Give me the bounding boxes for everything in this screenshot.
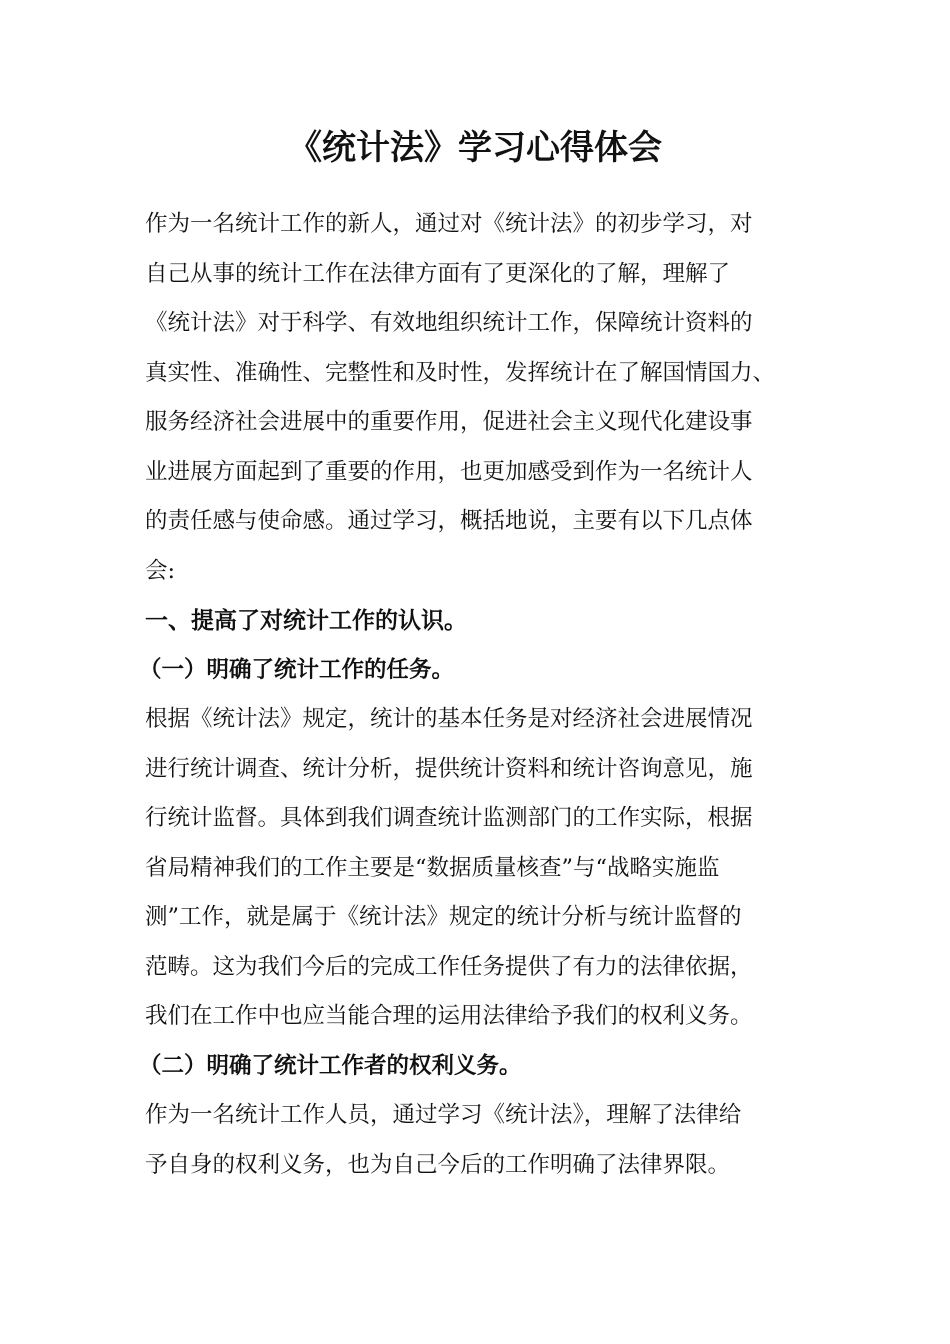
paragraph-line: 业进展方面起到了重要的作用，也更加感受到作为一名统计人 bbox=[145, 458, 753, 485]
paragraph-line: 《统计法》对于科学、有效地组织统计工作，保障统计资料的 bbox=[145, 310, 753, 336]
paragraph-line: 根据《统计法》规定，统计的基本任务是对经济社会进展情况 bbox=[145, 706, 753, 732]
paragraph-line: 我们在工作中也应当能合理的运用法律给予我们的权利义务。 bbox=[145, 1003, 753, 1029]
document-body bbox=[139, 200, 810, 1190]
paragraph-line: 作为一名统计工作人员，通过学习《统计法》，理解了法律给 bbox=[145, 1102, 742, 1128]
paragraph-line: 自己从事的统计工作在法律方面有了更深化的了解，理解了 bbox=[145, 260, 731, 287]
subsection-heading: （二）明确了统计工作者的权利义务。 bbox=[139, 1052, 522, 1079]
paragraph-line: 测”工作，就是属于《统计法》规定的统计分析与统计监督的 bbox=[145, 904, 742, 930]
document-title: 《统计法》学习心得体会 bbox=[288, 128, 662, 168]
section-heading: 一、提高了对统计工作的认识。 bbox=[145, 607, 467, 634]
paragraph-line: 会: bbox=[145, 557, 176, 584]
paragraph-line: 作为一名统计工作的新人，通过对《统计法》的初步学习，对 bbox=[145, 211, 753, 237]
paragraph-line: 省局精神我们的工作主要是“数据质量核查”与“战略实施监 bbox=[145, 854, 720, 881]
paragraph-line: 真实性、准确性、完整性和及时性，发挥统计在了解国情国力、 bbox=[145, 359, 776, 386]
paragraph-line: 行统计监督。具体到我们调查统计监测部门的工作实际，根据 bbox=[145, 805, 753, 831]
paragraph-line: 的责任感与使命感。通过学习，概括地说，主要有以下几点体 bbox=[145, 508, 753, 534]
subsection-heading: （一）明确了统计工作的任务。 bbox=[139, 656, 455, 683]
paragraph-line: 予自身的权利义务，也为自己今后的工作明确了法律界限。 bbox=[145, 1151, 731, 1178]
paragraph-line: 范畴。这为我们今后的完成工作任务提供了有力的法律依据， bbox=[145, 953, 753, 980]
paragraph-line: 服务经济社会进展中的重要作用，促进社会主义现代化建设事 bbox=[145, 409, 753, 435]
paragraph-line: 进行统计调查、统计分析，提供统计资料和统计咨询意见，施 bbox=[145, 755, 753, 782]
